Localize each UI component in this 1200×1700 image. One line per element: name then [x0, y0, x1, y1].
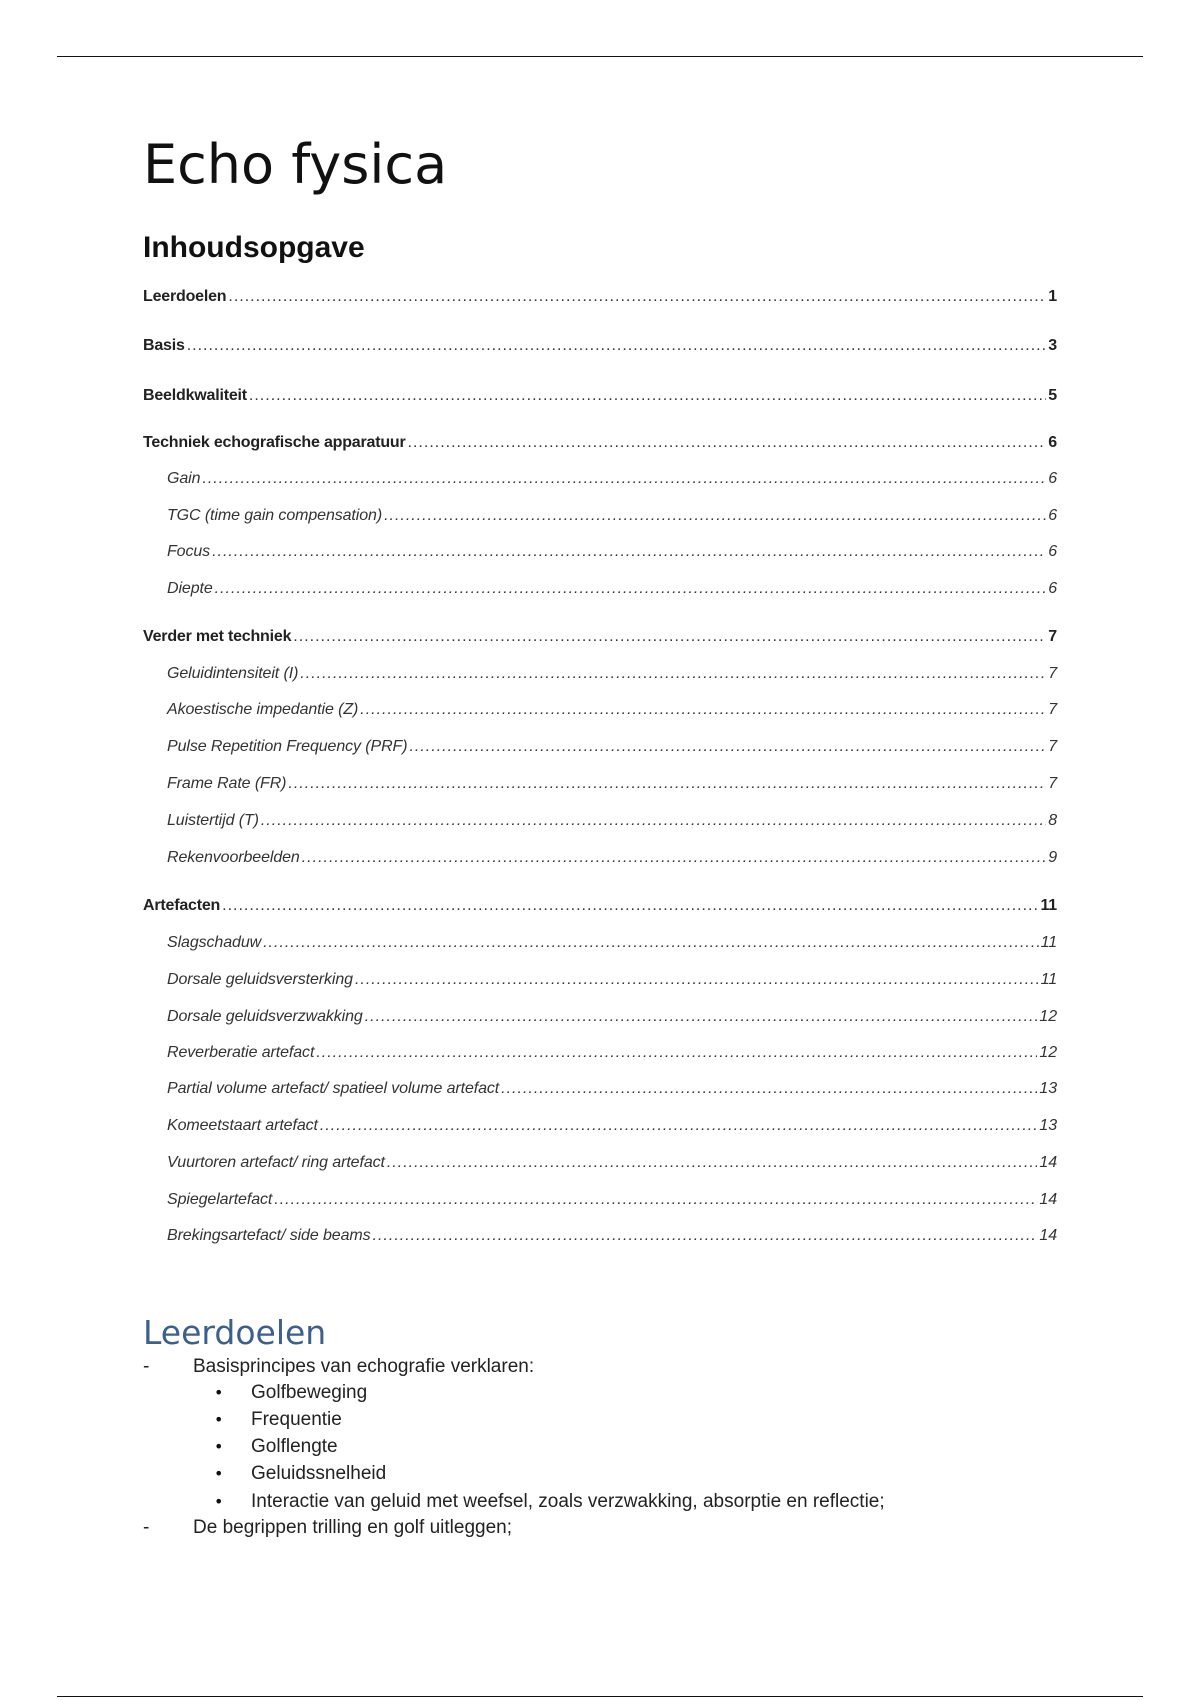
toc-entry-title: Diepte [167, 580, 213, 597]
toc-entry-page: 12 [1039, 1044, 1057, 1061]
toc-entry-page: 14 [1039, 1154, 1057, 1171]
toc-entry[interactable] [143, 700, 1057, 720]
toc-entry[interactable] [143, 336, 1057, 356]
list-item: Basisprincipes van echografie verklaren: [193, 1356, 535, 1377]
toc-leader-dots [249, 386, 1046, 406]
toc-leader-dots [187, 336, 1047, 356]
toc-entry[interactable] [143, 433, 1057, 453]
toc-entry-page: 9 [1048, 849, 1057, 866]
toc-entry-page: 7 [1048, 628, 1057, 645]
toc-entry-title: Gain [167, 470, 201, 487]
toc-entry-title: Pulse Repetition Frequency (PRF) [167, 738, 408, 755]
toc-leader-dots [320, 1116, 1038, 1136]
toc-leader-dots [228, 287, 1046, 307]
toc-entry-page: 3 [1048, 337, 1057, 354]
toc-entry-page: 11 [1040, 934, 1057, 951]
toc-entry-title: Leerdoelen [143, 288, 227, 305]
toc-leader-dots [293, 627, 1046, 647]
toc-entry-title: Partial volume artefact/ spatieel volume artefact [167, 1080, 500, 1097]
toc-entry-page: 12 [1039, 1008, 1057, 1025]
toc-entry[interactable] [143, 1007, 1057, 1027]
toc-leader-dots [215, 579, 1047, 599]
toc-leader-dots [261, 811, 1046, 831]
toc-entry-page: 13 [1039, 1117, 1057, 1134]
toc-entry[interactable] [143, 1043, 1057, 1063]
sub-list-item: Interactie van geluid met weefsel, zoals verzwakking, absorptie en reflectie; [251, 1491, 885, 1512]
toc-entry-title: Basis [143, 337, 185, 354]
toc-heading: Inhoudsopgave [143, 231, 365, 264]
bullet-icon: • [214, 1464, 224, 1483]
bullet-icon: • [214, 1437, 224, 1456]
toc-entry[interactable] [143, 970, 1057, 990]
toc-leader-dots [501, 1079, 1037, 1099]
sub-list-item: Golfbeweging [251, 1382, 368, 1403]
toc-entry-page: 7 [1048, 738, 1057, 755]
toc-entry[interactable] [143, 506, 1057, 526]
toc-entry[interactable] [143, 933, 1057, 953]
toc-entry[interactable] [143, 386, 1057, 406]
toc-entry-page: 11 [1040, 897, 1057, 914]
toc-entry[interactable] [143, 774, 1057, 794]
toc-entry[interactable] [143, 664, 1057, 684]
toc-entry[interactable] [143, 542, 1057, 562]
toc-entry-title: Spiegelartefact [167, 1191, 273, 1208]
toc-entry[interactable] [143, 848, 1057, 868]
toc-entry-page: 6 [1048, 507, 1057, 524]
toc-entry-page: 6 [1048, 434, 1057, 451]
toc-entry-page: 7 [1048, 665, 1057, 682]
toc-entry-page: 8 [1048, 812, 1057, 829]
list-item: De begrippen trilling en golf uitleggen; [193, 1517, 512, 1538]
section-heading-leerdoelen: Leerdoelen [143, 1313, 327, 1352]
toc-entry[interactable] [143, 1116, 1057, 1136]
toc-entry-page: 7 [1048, 775, 1057, 792]
toc-entry[interactable] [143, 1226, 1057, 1246]
toc-entry-title: Brekingsartefact/ side beams [167, 1227, 371, 1244]
toc-leader-dots [365, 1007, 1038, 1027]
toc-entry-title: TGC (time gain compensation) [167, 507, 383, 524]
toc-entry-title: Akoestische impedantie (Z) [167, 701, 359, 718]
toc-leader-dots [408, 433, 1047, 453]
toc-entry-title: Focus [167, 543, 211, 560]
sub-list-item: Frequentie [251, 1409, 342, 1430]
footer-rule [57, 1696, 1143, 1697]
toc-entry-title: Slagschaduw [167, 934, 262, 951]
toc-entry[interactable] [143, 811, 1057, 831]
toc-entry-title: Beeldkwaliteit [143, 387, 247, 404]
toc-entry[interactable] [143, 287, 1057, 307]
toc-leader-dots [274, 1190, 1037, 1210]
toc-entry-title: Verder met techniek [143, 628, 292, 645]
toc-entry-title: Techniek echografische apparatuur [143, 434, 406, 451]
toc-entry-title: Dorsale geluidsversterking [167, 971, 353, 988]
toc-entry[interactable] [143, 469, 1057, 489]
sub-list-item: Geluidssnelheid [251, 1463, 387, 1484]
toc-leader-dots [373, 1226, 1038, 1246]
sub-list-item: Golflengte [251, 1436, 338, 1457]
toc-leader-dots [288, 774, 1046, 794]
toc-entry-title: Luistertijd (T) [167, 812, 259, 829]
toc-entry-page: 13 [1039, 1080, 1057, 1097]
toc-entry-title: Frame Rate (FR) [167, 775, 287, 792]
toc-leader-dots [316, 1043, 1037, 1063]
toc-entry[interactable] [143, 1190, 1057, 1210]
toc-entry-page: 14 [1039, 1191, 1057, 1208]
list-marker: - [143, 1356, 150, 1377]
toc-entry-page: 1 [1048, 288, 1057, 305]
toc-entry-page: 6 [1048, 470, 1057, 487]
toc-entry-title: Geluidintensiteit (I) [167, 665, 299, 682]
toc-entry-page: 14 [1039, 1227, 1057, 1244]
toc-entry-title: Dorsale geluidsverzwakking [167, 1008, 363, 1025]
list-marker: - [143, 1517, 150, 1538]
toc-entry-title: Rekenvoorbeelden [167, 849, 300, 866]
document-title: Echo fysica [143, 133, 448, 196]
toc-entry[interactable] [143, 737, 1057, 757]
toc-leader-dots [355, 970, 1039, 990]
toc-entry-page: 6 [1048, 543, 1057, 560]
toc-entry-title: Artefacten [143, 897, 221, 914]
toc-entry-title: Reverberatie artefact [167, 1044, 315, 1061]
toc-entry[interactable] [143, 1153, 1057, 1173]
toc-entry-page: 6 [1048, 580, 1057, 597]
bullet-icon: • [214, 1492, 224, 1511]
bullet-icon: • [214, 1383, 224, 1402]
toc-leader-dots [212, 542, 1046, 562]
toc-leader-dots [360, 700, 1046, 720]
toc-entry-title: Vuurtoren artefact/ ring artefact [167, 1154, 385, 1171]
toc-leader-dots [302, 848, 1046, 868]
toc-leader-dots [409, 737, 1046, 757]
toc-entry-page: 7 [1048, 701, 1057, 718]
toc-leader-dots [222, 896, 1038, 916]
toc-entry[interactable] [143, 1079, 1057, 1099]
toc-leader-dots [387, 1153, 1038, 1173]
toc-entry-title: Komeetstaart artefact [167, 1117, 318, 1134]
toc-leader-dots [384, 506, 1046, 526]
toc-entry[interactable] [143, 896, 1057, 916]
toc-entry-page: 11 [1040, 971, 1057, 988]
toc-entry[interactable] [143, 579, 1057, 599]
toc-leader-dots [202, 469, 1046, 489]
toc-entry[interactable] [143, 627, 1057, 647]
toc-entry-page: 5 [1048, 387, 1057, 404]
toc-leader-dots [263, 933, 1039, 953]
bullet-icon: • [214, 1410, 224, 1429]
toc-leader-dots [300, 664, 1046, 684]
